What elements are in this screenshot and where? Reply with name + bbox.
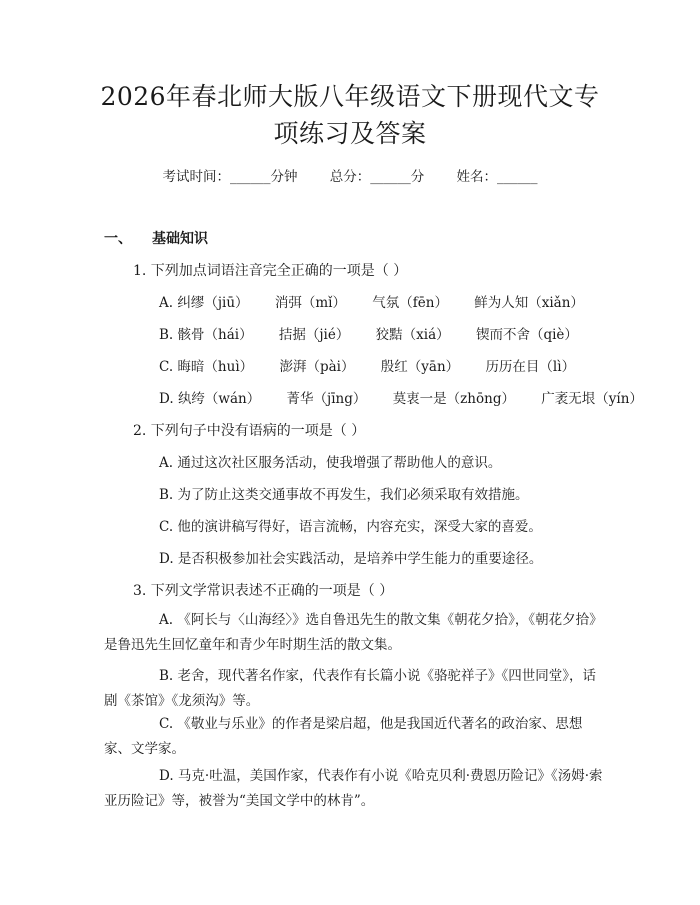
option-item: 纠缪（jiū） xyxy=(177,295,249,311)
option-item: 广袤无垠（yín） xyxy=(541,391,643,407)
option-item: 莫衷一是（zhōng） xyxy=(392,391,515,407)
q2-option-a: A. 通过这次社区服务活动，使我增强了帮助他人的意识。 xyxy=(159,455,502,471)
q1-option-d xyxy=(159,388,643,410)
option-item: 锲而不舍（qiè） xyxy=(475,327,578,343)
q3-option-c: C. 《敬业与乐业》的作者是梁启超，他是我国近代著名的政治家、思想家、文学家。 xyxy=(104,716,583,757)
q1-option-b xyxy=(159,324,600,346)
option-item: 骸骨（hái） xyxy=(177,327,253,343)
section-heading xyxy=(104,228,208,250)
exam-info-line xyxy=(0,166,700,188)
option-item: 纨绔（wán） xyxy=(177,391,261,407)
section-title: 基础知识 xyxy=(152,231,208,247)
question-1-stem: 1. 下列加点词语注音完全正确的一项是（ ） xyxy=(133,263,408,279)
q3-option-b: B. 老舍，现代著名作家，代表作有长篇小说《骆驼祥子》《四世同堂》，话剧《茶馆》《龙须沟》等。 xyxy=(104,668,597,709)
total-score-field: 总分：______分 xyxy=(329,169,425,185)
exam-time-field: 考试时间：______分钟 xyxy=(162,169,298,185)
question-2-stem: 2. 下列句子中没有语病的一项是（ ） xyxy=(133,423,366,439)
title-line-1: 2026年春北师大版八年级语文下册现代文专 xyxy=(100,82,600,111)
q1-option-c xyxy=(159,356,597,378)
q1-option-a xyxy=(159,292,606,314)
section-number: 一、 xyxy=(104,231,132,247)
question-3-stem: 3. 下列文学常识表述不正确的一项是（ ） xyxy=(133,583,394,599)
option-label: C. xyxy=(159,359,174,375)
q2-option-b: B. 为了防止这类交通事故不再发生，我们必须采取有效措施。 xyxy=(159,487,529,503)
option-item: 气氛（fēn） xyxy=(372,295,448,311)
option-item: 殷红（yān） xyxy=(380,359,460,375)
option-item: 狡黠（xiá） xyxy=(375,327,450,343)
document-title xyxy=(40,78,660,152)
option-item: 澎湃（pài） xyxy=(279,359,355,375)
title-line-2: 项练习及答案 xyxy=(273,119,427,148)
q3-option-d: D. 马克·吐温，美国作家，代表作有小说《哈克贝利·费恩历险记》《汤姆·索亚历险记》等，被誉为“美国文学中的林肯”。 xyxy=(104,768,603,809)
option-item: 鲜为人知（xiǎn） xyxy=(474,295,584,311)
option-item: 消弭（mǐ） xyxy=(274,295,346,311)
q2-option-d: D. 是否积极参加社会实践活动，是培养中学生能力的重要途径。 xyxy=(159,551,543,567)
option-item: 菁华（jīng） xyxy=(286,391,367,407)
q2-option-c: C. 他的演讲稿写得好，语言流畅，内容充实，深受大家的喜爱。 xyxy=(159,519,542,535)
option-item: 历历在目（lì） xyxy=(485,359,576,375)
option-item: 拮据（jié） xyxy=(278,327,350,343)
q3-option-a: A. 《阿长与〈山海经〉》选自鲁迅先生的散文集《朝花夕拾》，《朝花夕拾》是鲁迅先生回忆童年和青少年时期生活的散文集。 xyxy=(104,612,603,653)
student-name-field: 姓名：______ xyxy=(456,169,538,185)
option-label: B. xyxy=(159,327,174,343)
option-label: D. xyxy=(159,391,174,407)
option-item: 晦暗（huì） xyxy=(177,359,254,375)
option-label: A. xyxy=(159,295,174,311)
